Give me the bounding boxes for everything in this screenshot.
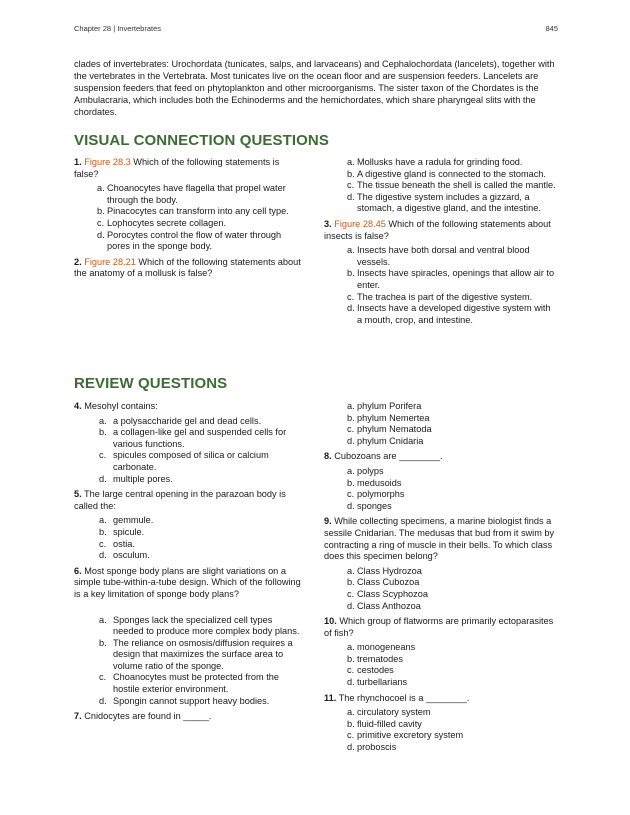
option-text: The trachea is part of the digestive system.: [357, 291, 533, 302]
answer-options: [74, 183, 304, 253]
answer-option: [324, 501, 556, 513]
answer-option: [74, 515, 304, 527]
option-letter: b.: [347, 477, 355, 488]
question-text: While collecting specimens, a marine biologist finds a sessile Cnidarian. The medusas that bud from it swim by contracting a ring of muscle in their bells. To which class does this specimen belong?: [324, 516, 555, 562]
answer-option: [324, 642, 556, 654]
option-letter: d.: [347, 742, 355, 753]
option-text: gemmule.: [113, 515, 154, 526]
visual-connection-heading: VISUAL CONNECTION QUESTIONS: [74, 132, 329, 149]
answer-option: [74, 474, 304, 486]
answer-option: [324, 719, 556, 731]
option-text: Lophocytes secrete collagen.: [107, 217, 227, 228]
option-letter: d.: [347, 500, 355, 511]
answer-option: [324, 742, 556, 754]
option-letter: d.: [347, 600, 355, 611]
answer-option: [324, 665, 556, 677]
option-text: fluid-filled cavity: [357, 718, 422, 729]
option-letter: c.: [99, 672, 107, 683]
option-letter: c.: [347, 665, 355, 676]
question-number: 10.: [324, 616, 337, 627]
answer-option: [324, 413, 556, 425]
option-letter: b.: [347, 718, 355, 729]
option-text: Porocytes control the flow of water through pores in the sponge body.: [107, 229, 282, 252]
option-text: trematodes: [357, 653, 403, 664]
option-text: phylum Nemertea: [357, 412, 430, 423]
option-letter: b.: [347, 577, 355, 588]
answer-options: [74, 515, 304, 561]
answer-option: [324, 466, 556, 478]
option-letter: a.: [347, 642, 355, 653]
option-text: sponges: [357, 500, 392, 511]
option-text: The tissue beneath the shell is called the mantle.: [357, 180, 556, 191]
option-letter: b.: [99, 526, 107, 537]
visual-right-column: [324, 157, 556, 330]
option-letter: d.: [347, 303, 355, 314]
option-text: Class Hydrozoa: [357, 565, 422, 576]
review-right-column: [324, 401, 556, 758]
option-letter: a.: [347, 401, 355, 411]
option-text: turbellarians: [357, 677, 408, 688]
answer-options: [324, 707, 556, 753]
answer-option: [324, 566, 556, 578]
answer-option: [74, 427, 304, 450]
option-letter: a.: [99, 614, 107, 625]
option-letter: c.: [347, 180, 355, 191]
option-letter: a.: [99, 415, 107, 426]
option-text: polyps: [357, 465, 384, 476]
option-text: Sponges lack the specialized cell types needed to produce more complex body plans.: [113, 614, 300, 637]
option-text: ostia.: [113, 538, 135, 549]
figure-link[interactable]: Figure 28.21: [84, 256, 136, 267]
answer-option: [324, 654, 556, 666]
option-text: a collagen-like gel and suspended cells for various functions.: [113, 427, 287, 449]
question-2: [74, 257, 304, 280]
question-text: Which of the following statements about the anatomy of a mollusk is false?: [74, 256, 301, 279]
option-letter: d.: [347, 677, 355, 688]
answer-option: [324, 292, 556, 304]
answer-option: [74, 696, 304, 708]
option-letter: c.: [347, 730, 355, 741]
option-text: Insects have a developed digestive system with a mouth, crop, and intestine.: [357, 303, 551, 325]
option-letter: d.: [347, 191, 355, 202]
option-letter: d.: [347, 435, 355, 446]
option-text: Choanocytes must be protected from the hostile exterior environment.: [113, 672, 279, 695]
question-text: Most sponge body plans are slight variations on a simple tube-within-a-tube design. Which of the following is a key limitation of sponge body plans?: [74, 565, 301, 599]
answer-options: [324, 642, 556, 688]
option-text: proboscis: [357, 742, 397, 753]
question-number: 7.: [74, 711, 82, 722]
question-3: [324, 219, 556, 326]
option-text: a polysaccharide gel and dead cells.: [113, 415, 262, 426]
question-number: 5.: [74, 489, 82, 500]
answer-option: [74, 615, 304, 638]
option-text: The digestive system includes a gizzard, a stomach, a digestive gland, and the intestine.: [357, 191, 541, 214]
answer-option: [74, 539, 304, 551]
answer-option: [324, 436, 556, 448]
option-letter: b.: [97, 206, 105, 217]
answer-options: [74, 615, 304, 708]
option-letter: a.: [347, 465, 355, 476]
answer-option: [324, 601, 556, 613]
option-letter: d.: [99, 473, 107, 484]
option-text: phylum Nematoda: [357, 424, 432, 435]
answer-option: [324, 303, 556, 326]
option-text: primitive excretory system: [357, 730, 464, 741]
option-letter: a.: [99, 515, 107, 526]
option-text: cestodes: [357, 665, 394, 676]
answer-option: [324, 268, 556, 291]
answer-option: [324, 589, 556, 601]
answer-option: [74, 183, 304, 206]
option-letter: c.: [347, 489, 355, 500]
question-4: [74, 401, 304, 485]
answer-option: [324, 707, 556, 719]
intro-text: [74, 58, 559, 118]
option-letter: c.: [97, 217, 105, 228]
page-header: [74, 24, 558, 33]
answer-option: [324, 245, 556, 268]
option-text: multiple pores.: [113, 473, 173, 484]
question-5: [74, 489, 304, 562]
question-text: Mesohyl contains:: [81, 401, 158, 411]
option-text: Mollusks have a radula for grinding food.: [357, 157, 523, 167]
answer-option: [74, 416, 304, 428]
option-letter: d.: [99, 695, 107, 706]
question-number: 2.: [74, 256, 82, 267]
answer-option: [324, 180, 556, 192]
answer-option: [74, 218, 304, 230]
option-letter: c.: [347, 424, 355, 435]
answer-options: [74, 416, 304, 486]
question-text: Cnidocytes are found in _____.: [81, 711, 212, 722]
option-text: The reliance on osmosis/diffusion requires a design that maximizes the surface area to volume ratio of the sponge.: [113, 637, 293, 671]
option-letter: c.: [347, 291, 355, 302]
answer-option: [74, 550, 304, 562]
answer-option: [74, 672, 304, 695]
question-text: The rhynchocoel is a ________.: [336, 692, 470, 703]
answer-option: [324, 157, 556, 169]
option-text: phylum Porifera: [357, 401, 422, 411]
option-text: Spongin cannot support heavy bodies.: [113, 695, 270, 706]
option-letter: b.: [99, 637, 107, 648]
question-number: 9.: [324, 516, 332, 527]
option-text: spicule.: [113, 526, 145, 537]
answer-option: [324, 401, 556, 413]
question-text: The large central opening in the parazoan body is called the:: [74, 489, 286, 511]
answer-option: [324, 424, 556, 436]
option-text: Class Scyphozoa: [357, 588, 428, 599]
option-letter: c.: [347, 588, 355, 599]
option-letter: a.: [347, 565, 355, 576]
answer-option: [74, 206, 304, 218]
option-letter: a.: [97, 183, 105, 194]
option-text: spicules composed of silica or calcium carbonate.: [113, 450, 269, 472]
question-number: 1.: [74, 157, 82, 167]
question-text: Cubozoans are ________.: [331, 451, 443, 462]
question-number: 8.: [324, 451, 332, 462]
answer-options: [324, 401, 556, 447]
option-letter: a.: [347, 157, 355, 167]
answer-option: [324, 169, 556, 181]
option-text: monogeneans: [357, 642, 416, 653]
review-left-column: [74, 401, 304, 726]
option-text: A digestive gland is connected to the stomach.: [357, 168, 546, 179]
option-letter: c.: [99, 538, 107, 549]
review-questions-heading: REVIEW QUESTIONS: [74, 375, 228, 392]
figure-link[interactable]: Figure 28.45: [334, 218, 386, 229]
question-text: Which group of flatworms are primarily ectoparasites of fish?: [324, 616, 554, 638]
answer-option: [74, 450, 304, 473]
option-letter: b.: [347, 168, 355, 179]
option-text: osculum.: [113, 550, 150, 561]
option-text: polymorphs: [357, 489, 405, 500]
answer-option: [74, 638, 304, 673]
answer-option: [74, 527, 304, 539]
question-number: 3.: [324, 218, 332, 229]
option-text: Insects have spiracles, openings that allow air to enter.: [357, 268, 555, 290]
figure-link[interactable]: Figure 28.3: [84, 157, 131, 167]
answer-options: [324, 157, 556, 215]
option-letter: a.: [347, 245, 355, 256]
answer-option: [324, 478, 556, 490]
option-text: Class Anthozoa: [357, 600, 421, 611]
intro-paragraph: clades of invertebrates: Urochordata (tunicates, salps, and larvaceans) and Cephalochordata (lancelets), together with the vertebrates in the Vertebrata. Most tunicates live on the ocean floor and are suspension feeders. Lancelets are suspension feeders that feed on phytoplankton and other microorganisms. The sister taxon of the Chordates is the Ambulacraria, which includes both the Echinoderms and the hemichordates, which share pharyngeal slits with the chordates.: [74, 59, 555, 117]
question-9: [324, 516, 556, 612]
question-10: [324, 616, 556, 689]
option-letter: d.: [97, 229, 105, 240]
answer-options: [324, 245, 556, 326]
option-text: circulatory system: [357, 707, 431, 718]
question-number: 4.: [74, 401, 82, 411]
answer-option: [324, 677, 556, 689]
option-letter: c.: [99, 450, 107, 461]
question-text: Which of the following statements about insects is false?: [324, 218, 551, 241]
question-number: 11.: [324, 692, 337, 703]
option-letter: b.: [347, 268, 355, 279]
answer-option: [324, 192, 556, 215]
chapter-title: Chapter 28 | Invertebrates: [74, 24, 161, 33]
page-number: 845: [545, 24, 558, 33]
option-text: Choanocytes have flagella that propel water through the body.: [107, 183, 286, 205]
option-text: Class Cubozoa: [357, 577, 420, 588]
question-6: [74, 566, 304, 708]
answer-option: [324, 577, 556, 589]
option-letter: d.: [99, 550, 107, 561]
visual-left-column: [74, 157, 304, 283]
answer-option: [324, 489, 556, 501]
question-1: [74, 157, 304, 253]
option-text: Pinacocytes can transform into any cell type.: [107, 206, 289, 217]
option-text: phylum Cnidaria: [357, 435, 424, 446]
answer-option: [74, 230, 304, 253]
question-number: 6.: [74, 565, 82, 576]
option-letter: a.: [347, 707, 355, 718]
question-text: Which of the following statements is false?: [74, 157, 280, 179]
question-7: [74, 711, 304, 723]
question-8: [324, 451, 556, 512]
answer-option: [324, 730, 556, 742]
option-letter: b.: [347, 412, 355, 423]
option-text: Insects have both dorsal and ventral blood vessels.: [357, 245, 530, 267]
option-letter: b.: [347, 653, 355, 664]
option-text: medusoids: [357, 477, 402, 488]
answer-options: [324, 466, 556, 512]
answer-options: [324, 566, 556, 612]
option-letter: b.: [99, 427, 107, 438]
question-11: [324, 693, 556, 754]
